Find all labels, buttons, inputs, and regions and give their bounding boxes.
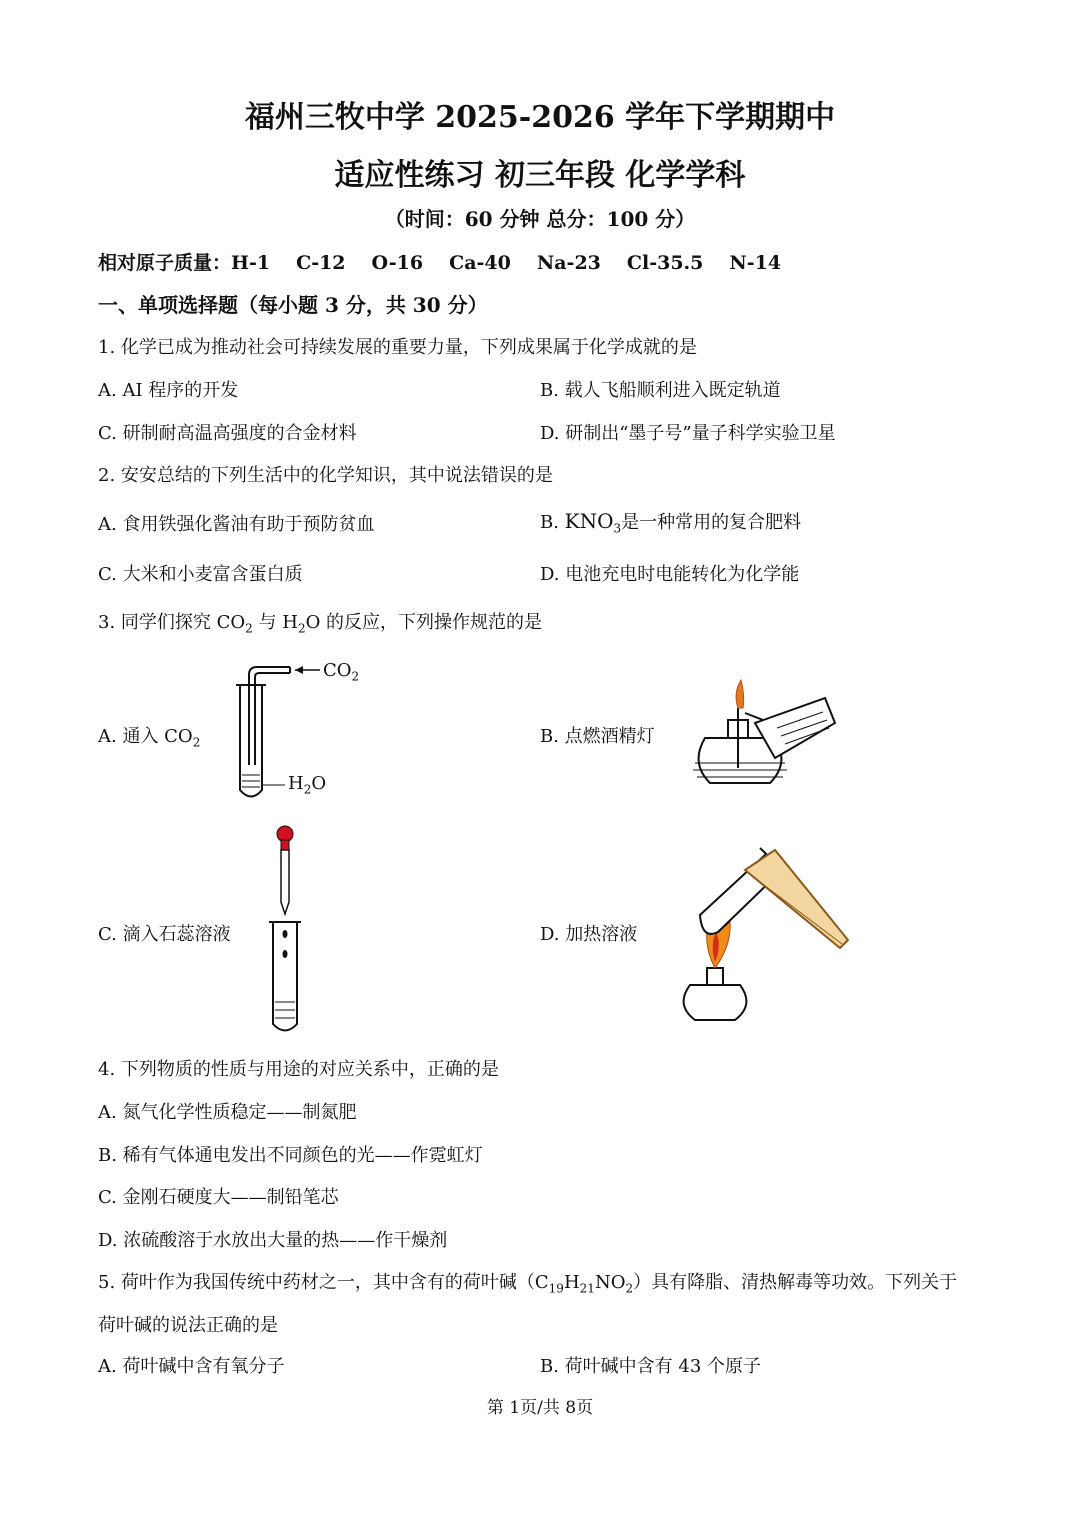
question-2-option-b-suffix: 是一种常用的复合肥料 bbox=[621, 512, 802, 533]
dropper-test-tube-figure bbox=[265, 822, 315, 1037]
question-3-option-a-sub: 2 bbox=[192, 735, 201, 750]
atomic-mass-h: H-1 bbox=[231, 252, 271, 274]
question-5-stem-part2: H bbox=[563, 1272, 580, 1293]
alcohol-lamp-lighting-figure bbox=[685, 668, 845, 798]
question-2-option-c: C. 大米和小麦富含蛋白质 bbox=[98, 564, 303, 585]
question-3-option-d: D. 加热溶液 bbox=[540, 924, 638, 945]
co2-label bbox=[323, 660, 359, 684]
h2o-label-h: H bbox=[288, 773, 304, 794]
atomic-mass-cl: Cl-35.5 bbox=[626, 252, 704, 274]
co2-label-sub: 2 bbox=[351, 669, 360, 684]
kno3-formula: KNO bbox=[564, 509, 614, 533]
atomic-mass-o: O-16 bbox=[371, 252, 424, 274]
question-3-stem bbox=[98, 608, 542, 636]
question-5-stem-sub1: 19 bbox=[548, 1281, 564, 1296]
question-4-stem: 4. 下列物质的性质与用途的对应关系中，正确的是 bbox=[98, 1059, 499, 1080]
exam-title-line2: 适应性练习 初三年段 化学学科 bbox=[334, 158, 746, 193]
question-5-stem bbox=[98, 1268, 957, 1296]
kno3-subscript: 3 bbox=[613, 521, 622, 536]
question-3-option-a-text: A. 通入 CO bbox=[98, 726, 193, 747]
section-title: 一、单项选择题（每小题 3 分，共 30 分） bbox=[98, 293, 488, 317]
question-4-option-d: D. 浓硫酸溶于水放出大量的热——作干燥剂 bbox=[98, 1230, 448, 1251]
question-1-stem: 1. 化学已成为推动社会可持续发展的重要力量，下列成果属于化学成就的是 bbox=[98, 337, 697, 358]
question-5-stem-part3: NO bbox=[594, 1272, 626, 1293]
exam-title-line1: 福州三牧中学 2025-2026 学年下学期期中 bbox=[244, 100, 836, 135]
question-1-option-c: C. 研制耐高温高强度的合金材料 bbox=[98, 423, 357, 444]
question-4-option-b: B. 稀有气体通电发出不同颜色的光——作霓虹灯 bbox=[98, 1145, 483, 1166]
atomic-mass-n: N-14 bbox=[729, 252, 782, 274]
question-5-option-b: B. 荷叶碱中含有 43 个原子 bbox=[540, 1356, 762, 1377]
question-3-stem-sub2: 2 bbox=[297, 621, 306, 636]
question-4-option-a: A. 氮气化学性质稳定——制氮肥 bbox=[98, 1102, 357, 1123]
question-1-option-b: B. 载人飞船顺利进入既定轨道 bbox=[540, 380, 781, 401]
question-3-option-a bbox=[98, 722, 200, 750]
question-1-option-d: D. 研制出“墨子号”量子科学实验卫星 bbox=[540, 423, 836, 444]
page-number: 第 1页/共 8页 bbox=[486, 1398, 594, 1418]
question-2-option-b-prefix: B. bbox=[540, 512, 565, 533]
question-3-option-b: B. 点燃酒精灯 bbox=[540, 726, 655, 747]
question-3-stem-sub1: 2 bbox=[245, 621, 253, 636]
atomic-mass-na: Na-23 bbox=[536, 252, 601, 274]
h2o-label-o: O bbox=[311, 773, 327, 794]
atomic-mass-list bbox=[98, 248, 807, 275]
question-5-stem-part1: 5. 荷叶作为我国传统中药材之一，其中含有的荷叶碱（C bbox=[98, 1272, 549, 1293]
question-5-stem-line2: 荷叶碱的说法正确的是 bbox=[98, 1315, 278, 1336]
question-4-option-c: C. 金刚石硬度大——制铅笔芯 bbox=[98, 1187, 339, 1208]
question-3-stem-part3: O 的反应，下列操作规范的是 bbox=[305, 612, 543, 633]
question-2-option-a: A. 食用铁强化酱油有助于预防贫血 bbox=[98, 514, 375, 535]
question-5-stem-sub3: 2 bbox=[625, 1281, 634, 1296]
question-2-option-d: D. 电池充电时电能转化为化学能 bbox=[540, 564, 800, 585]
question-1-option-a: A. AI 程序的开发 bbox=[98, 380, 239, 401]
atomic-mass-label: 相对原子质量： bbox=[98, 252, 232, 274]
question-3-option-c: C. 滴入石蕊溶液 bbox=[98, 924, 231, 945]
h2o-label-sub: 2 bbox=[303, 782, 312, 797]
question-3-stem-part2: 与 H bbox=[252, 612, 298, 633]
h2o-label bbox=[288, 773, 326, 797]
atomic-mass-ca: Ca-40 bbox=[449, 252, 511, 274]
time-score-info: （时间：60 分钟 总分：100 分） bbox=[384, 207, 696, 231]
question-5-option-a: A. 荷叶碱中含有氧分子 bbox=[98, 1356, 285, 1377]
co2-label-text: CO bbox=[323, 660, 352, 681]
question-2-option-b bbox=[540, 508, 801, 536]
atomic-mass-c: C-12 bbox=[296, 252, 346, 274]
question-3-stem-part1: 3. 同学们探究 CO bbox=[98, 612, 246, 633]
question-2-stem: 2. 安安总结的下列生活中的化学知识，其中说法错误的是 bbox=[98, 465, 553, 486]
question-5-stem-sub2: 21 bbox=[579, 1281, 595, 1296]
heating-test-tube-figure bbox=[670, 840, 855, 1025]
question-5-stem-part4: ）具有降脂、清热解毒等功效。下列关于 bbox=[633, 1272, 958, 1293]
